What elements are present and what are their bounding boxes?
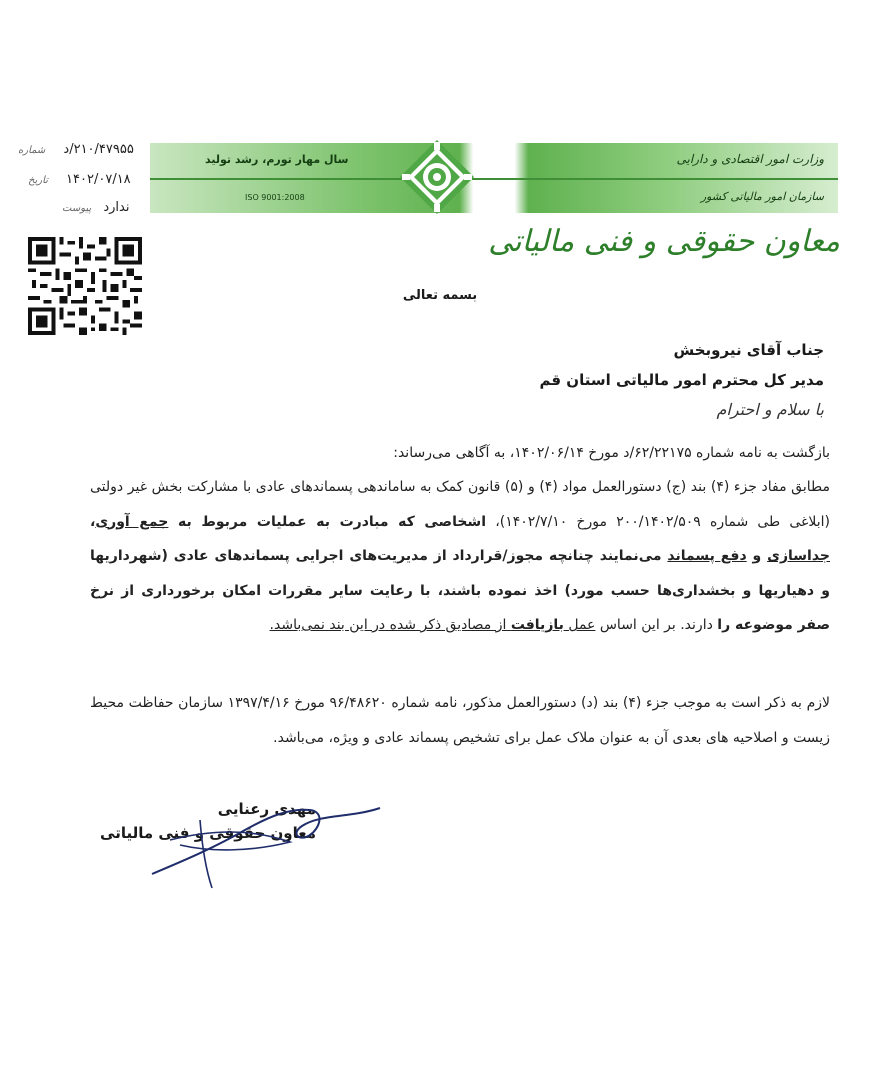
letter-date-row <box>28 172 131 187</box>
header-divider <box>150 178 838 180</box>
signatory-title: معاون حقوقی و فنی مالیاتی <box>100 824 316 842</box>
date-label: تاریخ <box>28 175 48 186</box>
separator-2: و <box>746 548 768 564</box>
department-title: معاون حقوقی و فنی مالیاتی <box>488 224 840 259</box>
paragraph-main-bold-2: می‌نمایند چنانچه مجوز/قرارداد از مدیریت‌های اجرایی پسماندهای عادی (شهرداریها و دهیاریها و بخشداری‌ها حسب مورد) اخذ نموده باشند، با رعایت سایر مقررات امکان برخورداری از نرخ صفر موضوعه را <box>90 548 830 633</box>
term-separation: جداسازی <box>767 548 830 564</box>
separator-1: ، <box>90 513 96 530</box>
letter-number: ۲۱۰/۴۷۹۵۵/د <box>63 142 134 157</box>
recipient-title: مدیر کل محترم امور مالیاتی استان قم <box>539 371 824 389</box>
letter-number-row <box>18 142 134 157</box>
letter-date: ۱۴۰۲/۰۷/۱۸ <box>66 172 131 187</box>
organization-name: سازمان امور مالیاتی کشور <box>700 190 824 203</box>
greeting: با سلام و احترام <box>716 400 824 419</box>
term-action: عمل <box>563 617 596 633</box>
attachment-label: پیوست <box>62 203 92 214</box>
recipient-name: جناب آقای نیروبخش <box>673 341 824 359</box>
paragraph-note: لازم به ذکر است به موجب جزء (۴) بند (د) دستورالعمل مذکور، نامه شماره ۹۶/۴۸۶۲۰ مورخ ۱۳۹۷/۴/۱۶ سازمان حفاظت محیط زیست و اصلاحیه های بعدی آن به عنوان ملاک عمل برای تشخیص پسماند عادی و ویژه، می‌باشد. <box>90 695 830 746</box>
paragraph-main <box>90 470 830 643</box>
paragraph-intro: بازگشت به نامه شماره ۶۲/۲۲۱۷۵/د مورخ ۱۴۰۲/۰۶/۱۴، به آگاهی می‌رساند: <box>393 445 830 461</box>
qr-code-icon <box>28 236 142 336</box>
attachment-row <box>62 200 129 215</box>
bismillah: بسمه تعالی <box>402 288 478 303</box>
ministry-name: وزارت امور اقتصادی و دارایی <box>676 152 824 166</box>
term-collection: جمع آوری <box>95 513 169 530</box>
iso-label: ISO 9001:2008 <box>245 193 305 202</box>
term-disposal: دفع پسماند <box>667 548 747 564</box>
year-slogan: سال مهار تورم، رشد تولید <box>205 153 349 166</box>
paragraph-main-bold-1: اشخاصی که مبادرت به عملیات مربوط به <box>168 513 487 530</box>
term-recycling: بازیافت <box>510 617 564 633</box>
paragraph-main-text-2: دارند. بر این اساس <box>595 617 718 633</box>
paragraph-main-text-1: مطابق مفاد جزء (۴) بند (ج) دستورالعمل مواد (۴) و (۵) قانون کمک به ساماندهی پسماندهای عادی با مشارکت بخش غیر دولتی (ابلاغی طی شماره ۲۰۰/۱۴۰۲/۵۰۹ مورخ ۱۴۰۲/۷/۱۰)، <box>90 479 830 530</box>
handwritten-signature-icon <box>150 790 410 890</box>
number-label: شماره <box>18 145 46 156</box>
signatory-name: مهدی رعنایی <box>217 800 316 818</box>
attachment-value: ندارد <box>103 200 130 215</box>
paragraph-main-text-3: از مصادیق ذکر شده در این بند نمی‌باشد. <box>269 617 511 633</box>
organization-emblem-icon <box>398 138 476 216</box>
